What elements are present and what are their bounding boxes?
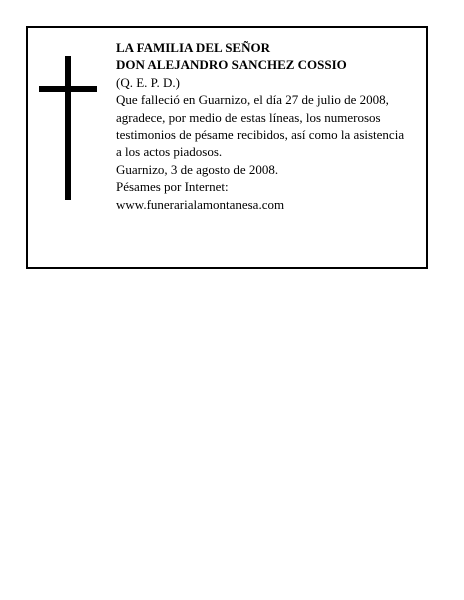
body-line-3: testimonios de pésame recibidos, así como la asistencia [116, 127, 405, 143]
cross-horizontal-bar [39, 86, 97, 92]
heading-deceased-name: DON ALEJANDRO SANCHEZ COSSIO [116, 57, 347, 73]
body-line-4: a los actos piadosos. [116, 144, 223, 160]
cross-vertical-bar [65, 56, 71, 200]
condolences-label: Pésames por Internet: [116, 179, 229, 195]
latin-cross-icon [39, 56, 97, 200]
body-line-2: agradece, por medio de estas líneas, los numerosos [116, 109, 381, 125]
qepd-text: (Q. E. P. D.) [116, 74, 180, 90]
heading-family-line: LA FAMILIA DEL SEÑOR [116, 40, 270, 55]
body-line-1: Que falleció en Guarnizo, el día 27 de julio de 2008, [116, 92, 389, 108]
place-date-text: Guarnizo, 3 de agosto de 2008. [116, 161, 279, 177]
notice-text [116, 39, 416, 213]
website-link[interactable]: www.funerarialamontanesa.com [116, 196, 285, 212]
obituary-notice [26, 26, 428, 269]
